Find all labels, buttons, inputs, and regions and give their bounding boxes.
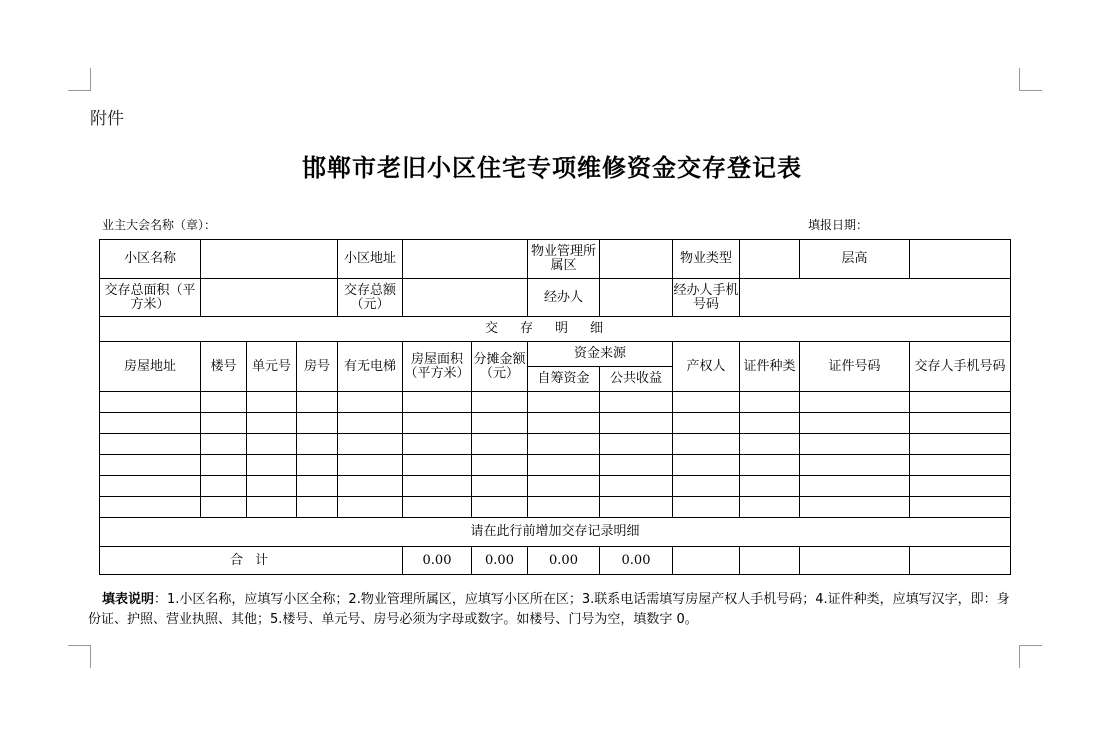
- entry-cell-public-income[interactable]: [600, 413, 673, 434]
- entry-cell-owner[interactable]: [673, 392, 740, 413]
- entry-cell-elevator[interactable]: [338, 392, 403, 413]
- column-header-row: [100, 342, 1011, 367]
- entry-cell-self-raised[interactable]: [528, 476, 600, 497]
- entry-cell-building-no[interactable]: [201, 476, 247, 497]
- community-address-label: 小区地址: [338, 240, 403, 279]
- col-public-income: 公共收益: [600, 367, 673, 392]
- entry-cell-unit-no[interactable]: [247, 497, 297, 518]
- entry-cell-self-raised[interactable]: [528, 497, 600, 518]
- entry-cell-house-area[interactable]: [403, 476, 472, 497]
- col-share-amount: 分摊金额（元）: [472, 342, 528, 392]
- col-house-area: 房屋面积（平方米）: [403, 342, 472, 392]
- col-fund-source: 资金来源: [528, 342, 673, 367]
- entry-cell-id-number[interactable]: [800, 476, 910, 497]
- entry-cell-public-income[interactable]: [600, 392, 673, 413]
- entry-cell-depositor-phone[interactable]: [910, 413, 1011, 434]
- entry-cell-building-no[interactable]: [201, 497, 247, 518]
- entry-cell-house-address[interactable]: [100, 392, 201, 413]
- floor-height-field[interactable]: [910, 240, 1011, 279]
- entry-cell-room-no[interactable]: [297, 392, 338, 413]
- page-corner-mark-bottom-left: [68, 645, 91, 668]
- entry-cell-owner[interactable]: [673, 434, 740, 455]
- property-type-field[interactable]: [740, 240, 800, 279]
- entry-cell-self-raised[interactable]: [528, 413, 600, 434]
- entry-cell-public-income[interactable]: [600, 434, 673, 455]
- handler-phone-label: 经办人手机号码: [673, 279, 740, 317]
- detail-rows: [100, 392, 1011, 518]
- entry-cell-id-type[interactable]: [740, 476, 800, 497]
- entry-cell-share-amount[interactable]: [472, 455, 528, 476]
- detail-heading: 交存明细: [100, 317, 1011, 342]
- entry-cell-id-type[interactable]: [740, 413, 800, 434]
- entry-cell-public-income[interactable]: [600, 455, 673, 476]
- entry-cell-building-no[interactable]: [201, 434, 247, 455]
- detail-entry-row: [100, 413, 1011, 434]
- entry-cell-unit-no[interactable]: [247, 392, 297, 413]
- total-house-area: 0.00: [403, 547, 472, 575]
- entry-cell-building-no[interactable]: [201, 392, 247, 413]
- totals-row: [100, 547, 1011, 575]
- total-id-number-cell: [800, 547, 910, 575]
- entry-cell-share-amount[interactable]: [472, 392, 528, 413]
- entry-cell-depositor-phone[interactable]: [910, 476, 1011, 497]
- page-corner-mark-bottom-right: [1019, 645, 1042, 668]
- entry-cell-elevator[interactable]: [338, 497, 403, 518]
- entry-cell-house-address[interactable]: [100, 476, 201, 497]
- entry-cell-share-amount[interactable]: [472, 476, 528, 497]
- total-area-field[interactable]: [201, 279, 338, 317]
- detail-entry-row: [100, 392, 1011, 413]
- col-depositor-phone: 交存人手机号码: [910, 342, 1011, 392]
- entry-cell-owner[interactable]: [673, 497, 740, 518]
- col-elevator: 有无电梯: [338, 342, 403, 392]
- col-room-no: 房号: [297, 342, 338, 392]
- entry-cell-share-amount[interactable]: [472, 434, 528, 455]
- detail-entry-row: [100, 476, 1011, 497]
- entry-cell-id-number[interactable]: [800, 392, 910, 413]
- registration-form-table: [99, 239, 1011, 575]
- entry-cell-room-no[interactable]: [297, 455, 338, 476]
- col-building-no: 楼号: [201, 342, 247, 392]
- entry-cell-room-no[interactable]: [297, 476, 338, 497]
- total-id-type-cell: [740, 547, 800, 575]
- entry-cell-house-area[interactable]: [403, 392, 472, 413]
- col-house-address: 房屋地址: [100, 342, 201, 392]
- entry-cell-house-address[interactable]: [100, 413, 201, 434]
- entry-cell-house-area[interactable]: [403, 434, 472, 455]
- entry-cell-unit-no[interactable]: [247, 434, 297, 455]
- property-type-label: 物业类型: [673, 240, 740, 279]
- entry-cell-depositor-phone[interactable]: [910, 434, 1011, 455]
- detail-heading-row: [100, 317, 1011, 342]
- entry-cell-elevator[interactable]: [338, 434, 403, 455]
- entry-cell-depositor-phone[interactable]: [910, 497, 1011, 518]
- entry-cell-self-raised[interactable]: [528, 392, 600, 413]
- entry-cell-self-raised[interactable]: [528, 434, 600, 455]
- entry-cell-elevator[interactable]: [338, 476, 403, 497]
- owners-committee-label: 业主大会名称（章）：: [102, 218, 217, 232]
- entry-cell-id-type[interactable]: [740, 497, 800, 518]
- entry-cell-id-type[interactable]: [740, 392, 800, 413]
- entry-cell-room-no[interactable]: [297, 434, 338, 455]
- entry-cell-unit-no[interactable]: [247, 476, 297, 497]
- info-row-2: [100, 279, 1011, 317]
- entry-cell-depositor-phone[interactable]: [910, 455, 1011, 476]
- entry-cell-id-number[interactable]: [800, 434, 910, 455]
- property-district-field[interactable]: [600, 240, 673, 279]
- entry-cell-id-number[interactable]: [800, 497, 910, 518]
- entry-cell-id-type[interactable]: [740, 434, 800, 455]
- entry-cell-share-amount[interactable]: [472, 497, 528, 518]
- total-share-amount: 0.00: [472, 547, 528, 575]
- entry-cell-building-no[interactable]: [201, 413, 247, 434]
- entry-cell-unit-no[interactable]: [247, 413, 297, 434]
- report-date-label: 填报日期：: [808, 218, 869, 232]
- filling-instructions: [88, 590, 1020, 630]
- entry-cell-owner[interactable]: [673, 455, 740, 476]
- entry-cell-room-no[interactable]: [297, 497, 338, 518]
- handler-field[interactable]: [600, 279, 673, 317]
- insert-note: 请在此行前增加交存记录明细: [100, 518, 1011, 547]
- detail-entry-row: [100, 434, 1011, 455]
- instructions-text: ：1.小区名称，应填写小区全称；2.物业管理所属区，应填写小区所在区；3.联系电话需填写房屋产权人手机号码；4.证件种类，应填写汉字，即：身份证、护照、营业执照、其他；5.楼号、单元号、房号必须为字母或数字。如楼号、门号为空，填数字 0。: [88, 592, 1010, 627]
- entry-cell-owner[interactable]: [673, 476, 740, 497]
- totals-label: 合 计: [100, 547, 403, 575]
- community-address-field[interactable]: [403, 240, 528, 279]
- handler-phone-field[interactable]: [740, 279, 1011, 317]
- col-self-raised: 自筹资金: [528, 367, 600, 392]
- entry-cell-elevator[interactable]: [338, 413, 403, 434]
- page-corner-mark-top-left: [68, 68, 91, 91]
- entry-cell-house-area[interactable]: [403, 455, 472, 476]
- detail-entry-row: [100, 455, 1011, 476]
- total-area-label: 交存总面积（平方米）: [100, 279, 201, 317]
- total-amount-field[interactable]: [403, 279, 528, 317]
- col-id-type: 证件种类: [740, 342, 800, 392]
- entry-cell-house-address[interactable]: [100, 434, 201, 455]
- entry-cell-owner[interactable]: [673, 413, 740, 434]
- entry-cell-self-raised[interactable]: [528, 455, 600, 476]
- instructions-label: 填表说明: [102, 592, 155, 607]
- entry-cell-elevator[interactable]: [338, 455, 403, 476]
- entry-cell-id-type[interactable]: [740, 455, 800, 476]
- total-owner-cell: [673, 547, 740, 575]
- handler-label: 经办人: [528, 279, 600, 317]
- entry-cell-house-area[interactable]: [403, 413, 472, 434]
- col-owner: 产权人: [673, 342, 740, 392]
- entry-cell-house-address[interactable]: [100, 497, 201, 518]
- entry-cell-house-address[interactable]: [100, 455, 201, 476]
- detail-entry-row: [100, 497, 1011, 518]
- col-id-number: 证件号码: [800, 342, 910, 392]
- entry-cell-building-no[interactable]: [201, 455, 247, 476]
- total-amount-label: 交存总额（元）: [338, 279, 403, 317]
- floor-height-label: 层高: [800, 240, 910, 279]
- page-corner-mark-top-right: [1019, 68, 1042, 91]
- community-name-field[interactable]: [201, 240, 338, 279]
- insert-note-row: [100, 518, 1011, 547]
- page-title: 邯郸市老旧小区住宅专项维修资金交存登记表: [302, 154, 802, 182]
- entry-cell-id-number[interactable]: [800, 455, 910, 476]
- entry-cell-room-no[interactable]: [297, 413, 338, 434]
- col-unit-no: 单元号: [247, 342, 297, 392]
- entry-cell-unit-no[interactable]: [247, 455, 297, 476]
- entry-cell-depositor-phone[interactable]: [910, 392, 1011, 413]
- entry-cell-public-income[interactable]: [600, 476, 673, 497]
- info-row-1: [100, 240, 1011, 279]
- total-public-income: 0.00: [600, 547, 673, 575]
- entry-cell-house-area[interactable]: [403, 497, 472, 518]
- entry-cell-id-number[interactable]: [800, 413, 910, 434]
- community-name-label: 小区名称: [100, 240, 201, 279]
- entry-cell-share-amount[interactable]: [472, 413, 528, 434]
- total-self-raised: 0.00: [528, 547, 600, 575]
- property-district-label: 物业管理所属区: [528, 240, 600, 279]
- total-phone-cell: [910, 547, 1011, 575]
- attachment-label: 附件: [90, 109, 124, 129]
- entry-cell-public-income[interactable]: [600, 497, 673, 518]
